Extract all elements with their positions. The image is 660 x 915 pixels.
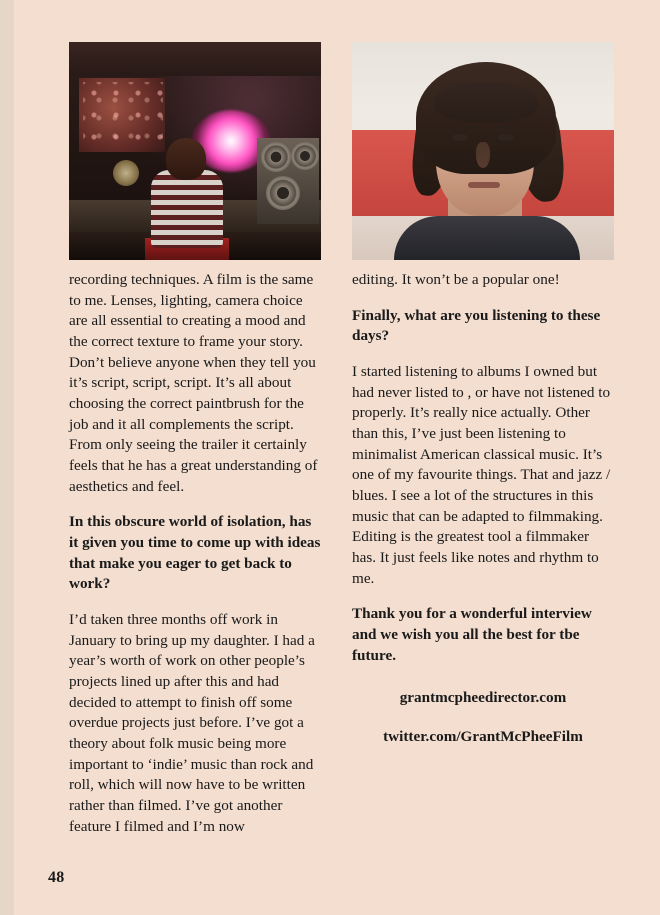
page-left-margin-strip: [0, 0, 14, 915]
body-paragraph: I started listening to albums I owned but had never listed to , or have not listened to properly. It’s really nice actually. Other than this, I’ve just been listening to minimalist American classical music. It’s one of my favourite things. That and jazz / blues. I see a lot of the structures in this music that can be adapted to filmmaking. Editing is the greatest tool a filmmaker has. It just feels like notes and rhythm to me.: [352, 363, 611, 587]
twitter-link[interactable]: twitter.com/GrantMcPheeFilm: [383, 728, 583, 746]
portrait-shoulders: [394, 216, 580, 260]
portrait-nose: [476, 142, 490, 168]
website-link[interactable]: grantmcpheedirector.com: [399, 689, 567, 707]
image-row: [69, 42, 614, 260]
magazine-page: [14, 0, 660, 915]
portrait-fringe: [434, 82, 538, 122]
portrait-eye-right: [498, 134, 514, 141]
photo-person-head: [166, 138, 206, 180]
question-heading: In this obscure world of isolation, has it given you time to come up with ideas that make you eager to get back to work?: [69, 513, 321, 593]
body-paragraph: I’d taken three months off work in January to bring up my daughter. I had a year’s worth of work on other people’s projects lined up after this and had decided to attempt to finish off some overdue projects just before. I’ve got a theory about folk music being more important to ‘indie’ music than rock and roll, which will now have to be written rather than filmed. I’ve got another feature I filmed and I’m now: [69, 611, 315, 835]
photo-ceiling: [69, 42, 321, 76]
photo-film-reel: [261, 142, 291, 172]
portrait-eyebrow-right: [494, 126, 516, 130]
body-paragraph: editing. It won’t be a popular one!: [352, 271, 560, 288]
article-columns: [69, 270, 614, 852]
body-paragraph: recording techniques. A film is the same to me. Lenses, lighting, camera choice are all essential to creating a mood and the correct texture to frame your story. Don’t believe anyone when they tell you it’s script, script, script. It’s all about choosing the correct paintbrush for the job and it all complements the script. From only seeing the trailer it certainly feels that he has a great understanding of aesthetics and feel.: [69, 271, 318, 495]
page-number: 48: [48, 869, 65, 886]
portrait-mouth: [468, 182, 500, 188]
photo-lamp: [113, 160, 139, 186]
portrait-eyebrow-left: [449, 126, 471, 130]
photo-person-body: [151, 170, 223, 248]
question-heading: Finally, what are you listening to these days?: [352, 306, 601, 345]
portrait-eye-left: [452, 134, 468, 141]
photo-editing-suite: [69, 42, 321, 260]
column-right: [352, 270, 614, 852]
photo-film-reel: [291, 142, 319, 170]
photo-portrait: [352, 42, 614, 260]
closing-thanks: Thank you for a wonderful interview and we wish you all the best for tbe future.: [352, 605, 592, 664]
column-left: [69, 270, 321, 852]
photo-poster-pattern: [83, 82, 163, 148]
photo-film-reel: [266, 176, 300, 210]
